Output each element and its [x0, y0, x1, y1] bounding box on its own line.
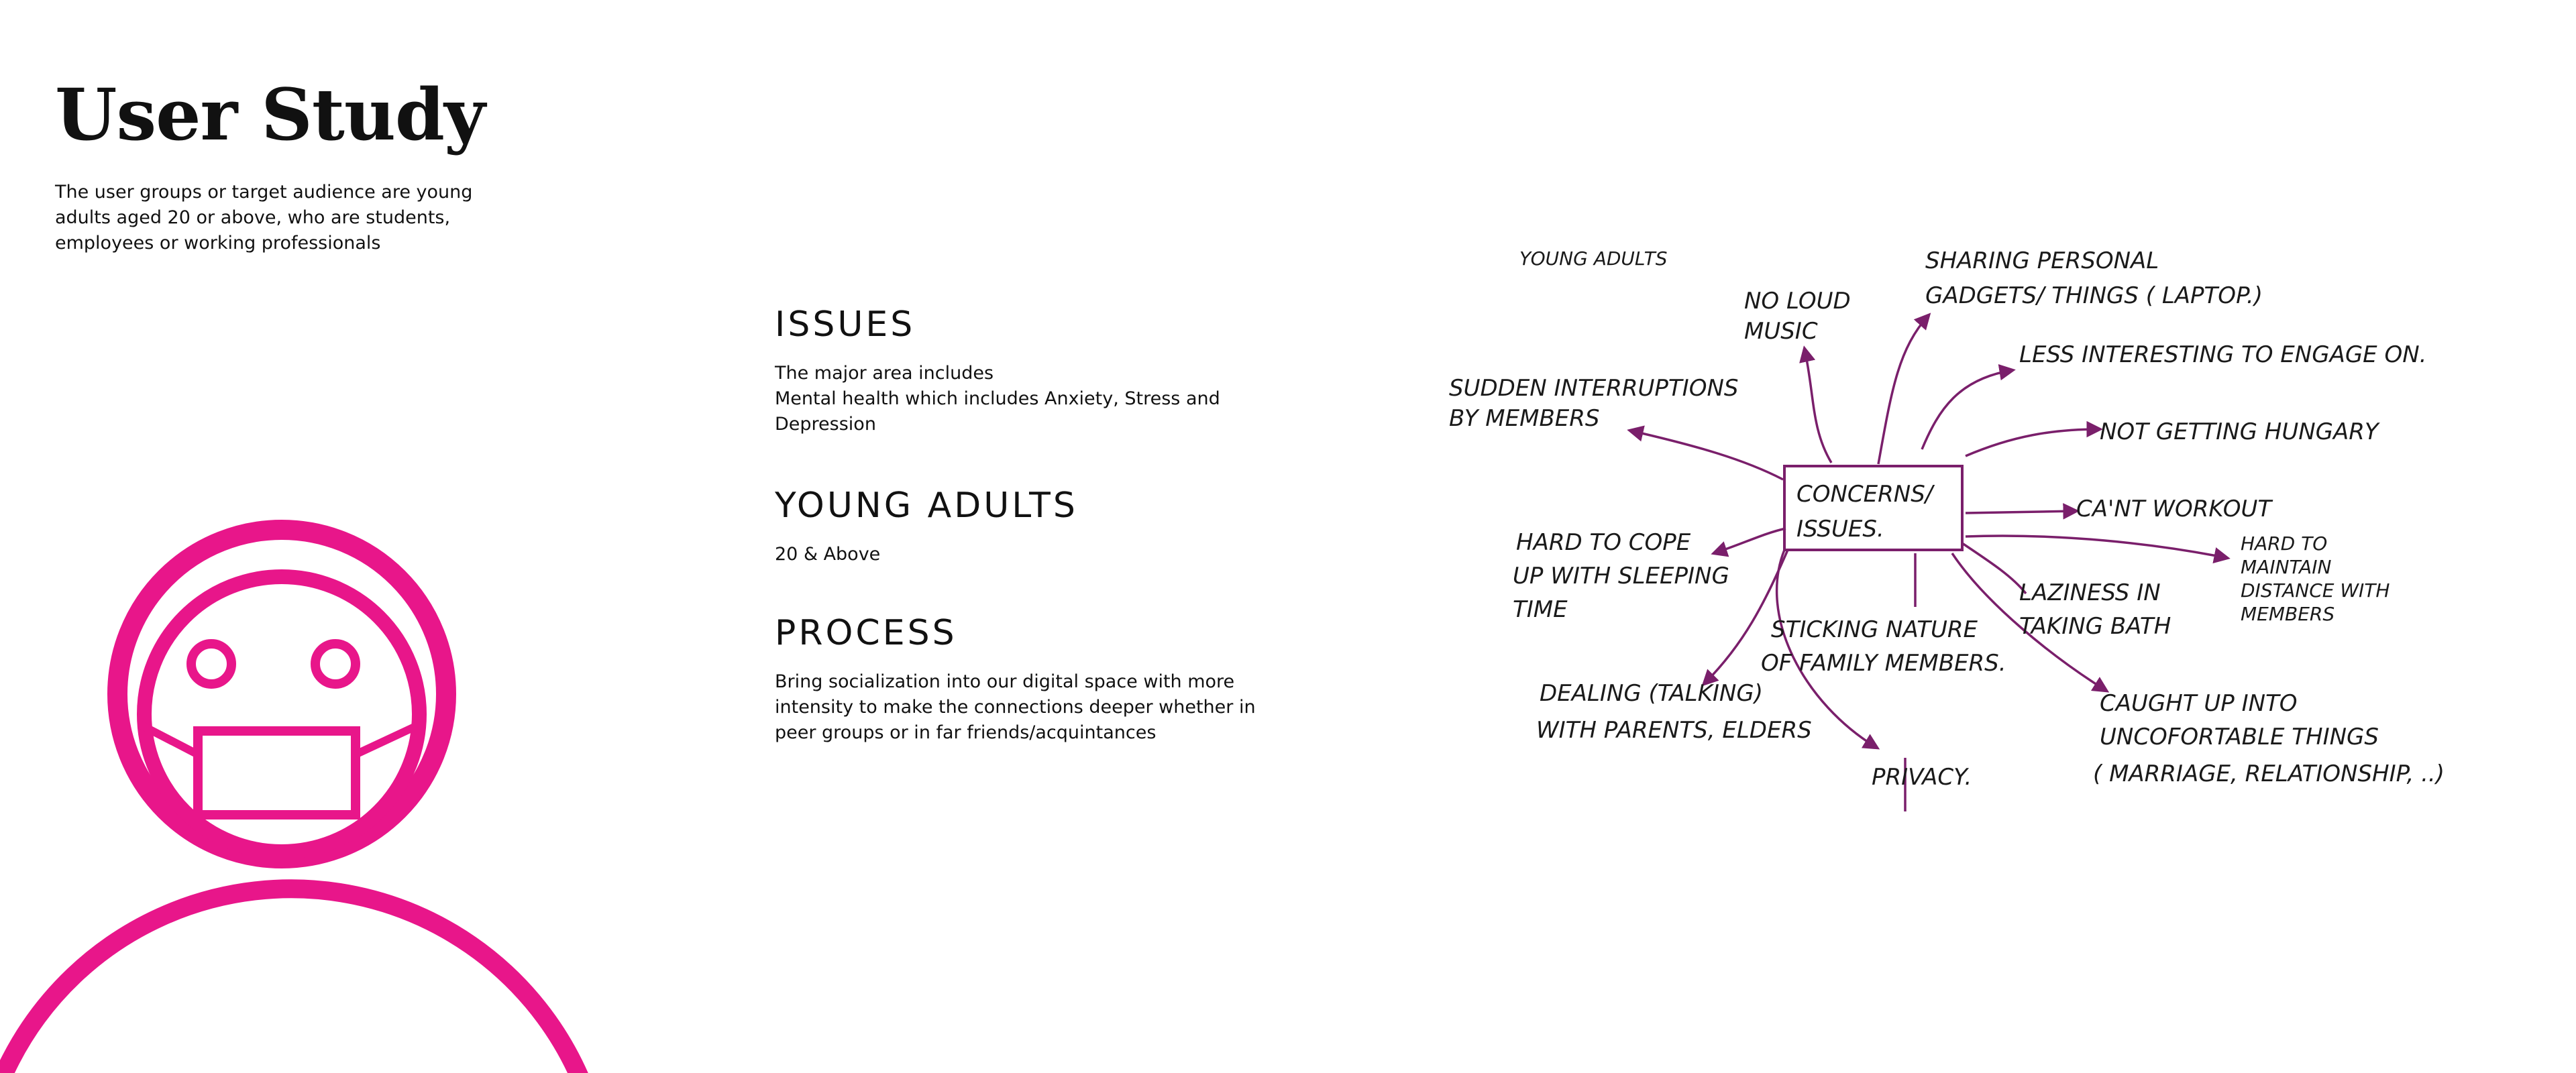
face-mask [198, 731, 356, 815]
node-privacy: PRIVACY. [1872, 764, 1972, 791]
issues-heading: ISSUES [775, 304, 916, 345]
avatar-body [0, 889, 584, 1073]
node-cant-workout: CA'NT WORKOUT [2076, 496, 2272, 522]
node-sudden: SUDDEN INTERRUPTIONS BY MEMBERS [1449, 375, 1739, 432]
young-adults-heading: YOUNG ADULTS [775, 486, 1078, 526]
process-heading: PROCESS [775, 613, 957, 653]
concerns-mindmap [1429, 228, 2489, 832]
process-body: Bring socialization into our digital space with more intensity to make the connections deeper whether in peer groups or in far friends/acquintances [775, 671, 1256, 743]
young-adults-body: 20 & Above [775, 544, 881, 565]
page-title: User Study [55, 72, 485, 156]
node-less-interesting: LESS INTERESTING TO ENGAGE ON. [2019, 341, 2427, 368]
arrow-cant-workout [1966, 511, 2076, 513]
node-sharing: SHARING PERSONAL GADGETS/ THINGS ( LAPTOP.) [1925, 247, 2263, 309]
node-sticking: STICKING NATURE OF FAMILY MEMBERS. [1761, 616, 2006, 677]
arrow-no-loud-music [1805, 349, 1831, 463]
intro-text: The user groups or target audience are young adults aged 20 or above, who are students, employees or working professionals [55, 182, 473, 253]
arrow-hard-to-cope [1714, 528, 1786, 553]
arrow-not-hungary [1966, 429, 2100, 456]
node-dealing: DEALING (TALKING) WITH PARENTS, ELDERS [1536, 680, 1812, 744]
node-not-hungary: NOT GETTING HUNGARY [2100, 418, 2379, 445]
node-laziness: LAZINESS IN TAKING BATH [2019, 579, 2171, 640]
arrow-maintain-distance [1966, 536, 2227, 558]
masked-user-icon [0, 483, 604, 1073]
arrow-sudden [1630, 431, 1783, 479]
arrow-sharing [1878, 315, 1929, 464]
node-no-loud-music: NO LOUD MUSIC [1744, 288, 1851, 345]
avatar-left-eye [191, 644, 231, 684]
young-adults-label: YOUNG ADULTS [1519, 247, 1668, 270]
node-maintain-distance: HARD TO MAINTAIN DISTANCE WITH MEMBERS [2241, 532, 2390, 625]
node-caught-up: CAUGHT UP INTO UNCOFORTABLE THINGS ( MARRIAGE, RELATIONSHIP, ..) [2093, 690, 2445, 787]
line-laziness [1962, 543, 2026, 594]
issues-body: The major area includes Mental health which includes Anxiety, Stress and Depression [775, 363, 1220, 435]
avatar-right-eye [315, 644, 356, 684]
center-label: CONCERNS/ ISSUES. [1796, 481, 1933, 543]
node-hard-to-cope: HARD TO COPE UP WITH SLEEPING TIME [1513, 529, 1729, 623]
arrow-less-interesting [1922, 370, 2012, 449]
